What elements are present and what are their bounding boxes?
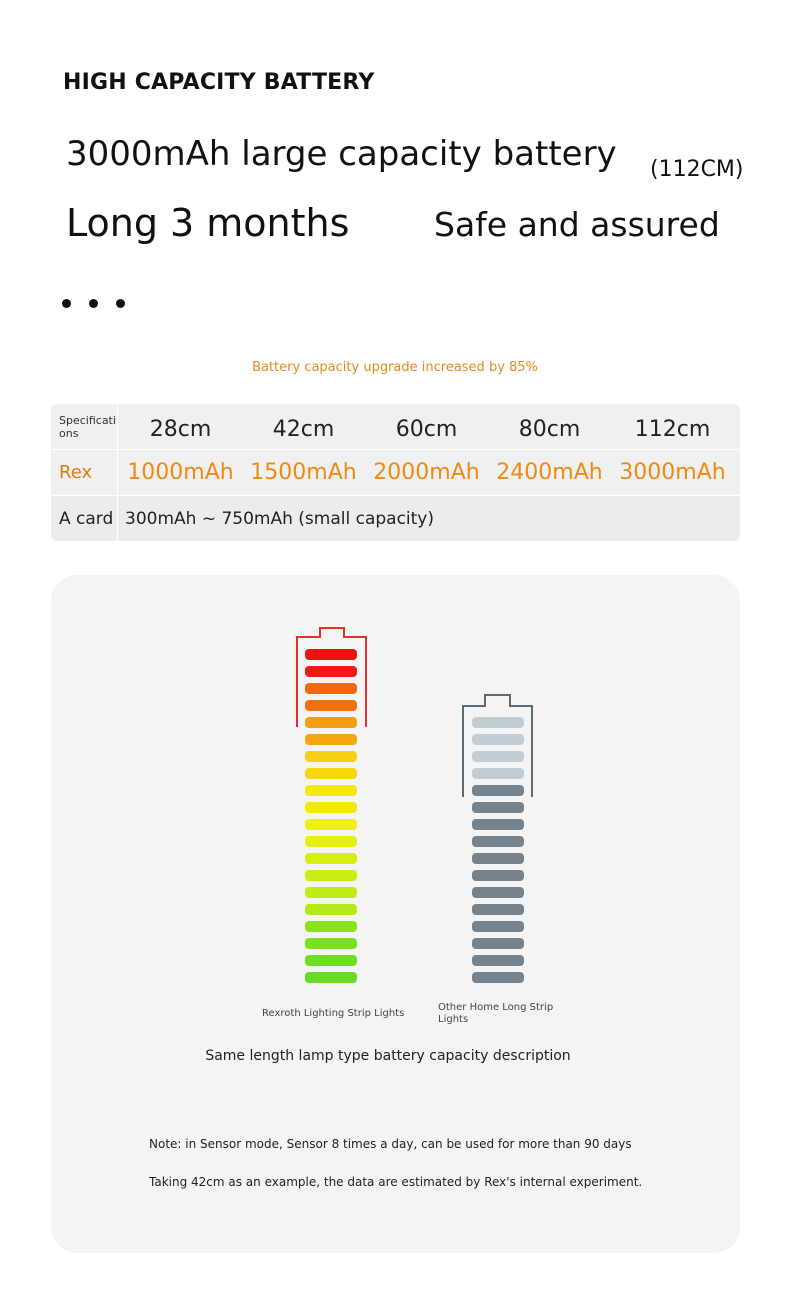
- size-cell: 80cm: [518, 417, 581, 442]
- rexroth-battery-cell: [305, 683, 357, 694]
- page-title: HIGH CAPACITY BATTERY: [63, 70, 375, 95]
- other-battery-cell: [472, 751, 524, 762]
- other-battery-cell: [472, 853, 524, 864]
- other-battery-cell: [472, 768, 524, 779]
- other-battery-cell: [472, 819, 524, 830]
- other-battery-cell: [472, 717, 524, 728]
- size-cell: 60cm: [395, 417, 458, 442]
- rex-capacity-cell: 1500mAh: [250, 460, 357, 485]
- other-battery-cell: [472, 921, 524, 932]
- upgrade-text: Battery capacity upgrade increased by 85%: [252, 360, 538, 375]
- other-battery-cell: [472, 887, 524, 898]
- estimate-note: Taking 42cm as an example, the data are estimated by Rex's internal experiment.: [149, 1175, 643, 1189]
- rexroth-battery-cell: [305, 853, 357, 864]
- rexroth-battery-cell: [305, 717, 357, 728]
- other-battery-cell: [472, 836, 524, 847]
- usage-note: Note: in Sensor mode, Sensor 8 times a day, can be used for more than 90 days: [149, 1137, 632, 1151]
- rexroth-battery-cell: [305, 768, 357, 779]
- rexroth-battery-cell: [305, 734, 357, 745]
- other-battery-cell: [472, 785, 524, 796]
- other-battery-outline: [463, 695, 532, 797]
- other-battery-cell: [472, 972, 524, 983]
- rex-label: Rex: [51, 450, 118, 495]
- rexroth-label: Rexroth Lighting Strip Lights: [262, 1008, 405, 1019]
- rexroth-battery-cell: [305, 700, 357, 711]
- rexroth-battery-cell: [305, 649, 357, 660]
- rexroth-battery-cell: [305, 955, 357, 966]
- rex-capacity-cell: 3000mAh: [619, 460, 726, 485]
- rex-capacity-cell: 1000mAh: [127, 460, 234, 485]
- size-cell: 28cm: [149, 417, 212, 442]
- rexroth-battery-cell: [305, 836, 357, 847]
- other-battery-cell: [472, 955, 524, 966]
- headline-note: (112CM): [650, 157, 744, 182]
- other-battery-cell: [472, 904, 524, 915]
- other-battery-icon: [463, 695, 532, 983]
- feature-duration: Long 3 months: [66, 201, 350, 245]
- other-battery-cell: [472, 870, 524, 881]
- other-label: Other Home Long Strip Lights: [438, 1002, 554, 1025]
- size-cell: 112cm: [634, 417, 711, 442]
- acard-capacity: 300mAh ~ 750mAh (small capacity): [125, 509, 434, 529]
- rex-capacity-cell: 2000mAh: [373, 460, 480, 485]
- comparison-description: Same length lamp type battery capacity description: [205, 1048, 571, 1064]
- rexroth-battery-cell: [305, 802, 357, 813]
- spec-header-label: Specifications: [51, 404, 118, 449]
- rexroth-battery-cell: [305, 819, 357, 830]
- rexroth-battery-outline: [297, 628, 366, 727]
- rexroth-battery-cell: [305, 972, 357, 983]
- rexroth-battery-cell: [305, 938, 357, 949]
- rexroth-battery-cell: [305, 870, 357, 881]
- feature-safety: Safe and assured: [434, 205, 720, 244]
- rexroth-battery-cell: [305, 751, 357, 762]
- other-battery-cell: [472, 802, 524, 813]
- rexroth-battery-cell: [305, 887, 357, 898]
- rexroth-battery-cell: [305, 666, 357, 677]
- size-cell: 42cm: [272, 417, 335, 442]
- rexroth-battery-icon: [297, 628, 366, 983]
- rexroth-battery-cell: [305, 904, 357, 915]
- rexroth-battery-cell: [305, 785, 357, 796]
- other-battery-cell: [472, 938, 524, 949]
- acard-label: A card: [51, 496, 118, 541]
- headline: 3000mAh large capacity battery: [66, 134, 617, 174]
- rex-capacity-cell: 2400mAh: [496, 460, 603, 485]
- other-battery-cell: [472, 734, 524, 745]
- rexroth-battery-cell: [305, 921, 357, 932]
